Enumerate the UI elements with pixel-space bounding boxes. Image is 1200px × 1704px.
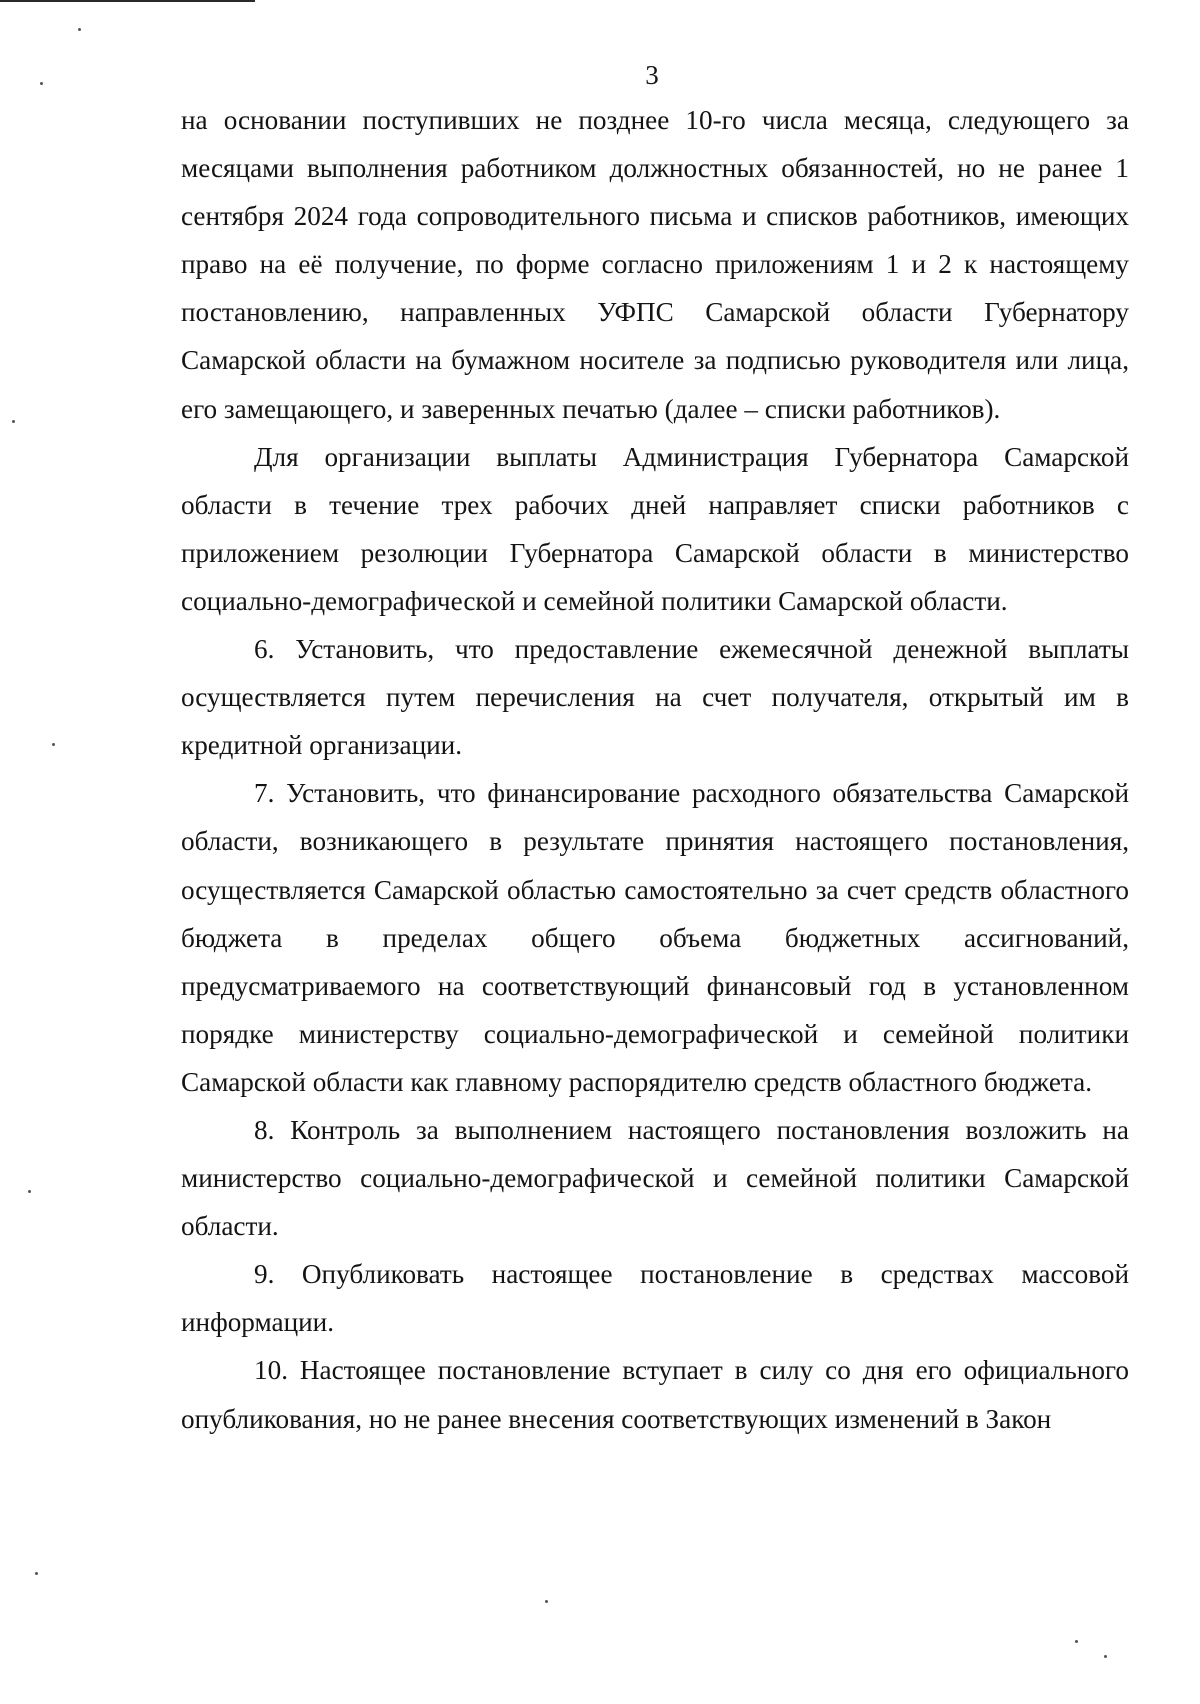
scan-speck	[52, 743, 55, 746]
paragraph-item-8: 8. Контроль за выполнением настоящего постановления возложить на министерство социально-демографической и семейной политики Самарской области.	[181, 1114, 1129, 1242]
page-number: 3	[645, 60, 659, 90]
document-body	[181, 96, 1129, 1443]
scan-speck	[12, 420, 15, 423]
paragraph-item-9: 9. Опубликовать настоящее постановление в средствах массовой информации.	[181, 1259, 1129, 1338]
scan-speck	[28, 1190, 31, 1193]
scan-speck	[40, 82, 43, 85]
scan-speck	[78, 28, 81, 31]
scan-speck	[545, 1600, 548, 1603]
scan-speck	[1104, 1655, 1107, 1658]
scan-speck	[1075, 1640, 1078, 1643]
paragraph-item-7: 7. Установить, что финансирование расходного обязательства Самарской области, возникающего в результате принятия настоящего постановления, осуществляется Самарской областью самостоятельно за счет средств областного бюджета в пределах общего объема бюджетных ассигнований, предусматриваемого на соответствующий финансовый год в установленном порядке министерству социально-демографической и семейной политики Самарской области как главному распорядителю средств областного бюджета.	[181, 778, 1129, 1097]
paragraph-item-10: 10. Настоящее постановление вступает в силу со дня его официального опубликования, но не ранее внесения соответствующих изменений в Закон	[181, 1355, 1129, 1434]
paragraph-item-6: 6. Установить, что предоставление ежемесячной денежной выплаты осуществляется путем перечисления на счет получателя, открытый им в кредитной организации.	[181, 634, 1129, 761]
scan-edge-line	[0, 0, 255, 2]
paragraph-payment-organization: Для организации выплаты Администрация Губернатора Самарской области в течение трех рабочих дней направляет списки работников с приложением резолюции Губернатора Самарской области в министерство социально-демографической и семейной политики Самарской области.	[181, 441, 1129, 616]
paragraph-continuation: на основании поступивших не позднее 10-го числа месяца, следующего за месяцами выполнения работником должностных обязанностей, но не ранее 1 сентября 2024 года сопроводительного письма и списков работников, имеющих право на её получение, по форме согласно приложениям 1 и 2 к настоящему постановлению, направленных УФПС Самарской области Губернатору Самарской области на бумажном носителе за подписью руководителя или лица, его замещающего, и заверенных печатью (далее – списки работников).	[181, 105, 1129, 424]
scan-speck	[35, 1572, 38, 1575]
